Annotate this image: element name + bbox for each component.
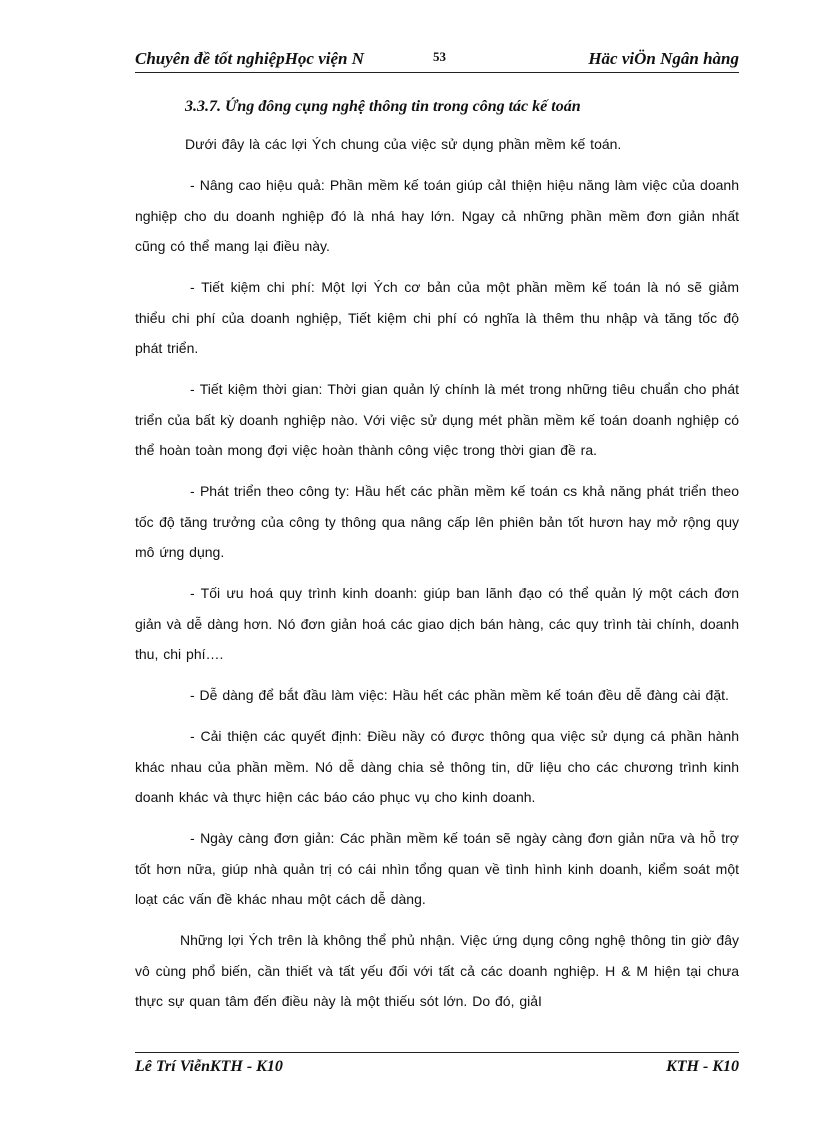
footer-author: Lê Trí ViễnKTH - K10	[135, 1058, 283, 1075]
benefit-cost-saving: - Tiết kiệm chi phí: Một lợi Ých cơ bản của một phần mềm kế toán là nó sẽ giảm thiểu chi phí của doanh nghiệp, Tiết kiệm chi phí có nghĩa là thêm thu nhập và tăng tốc độ phát triển.	[135, 279, 739, 356]
section-heading: 3.3.7. Ứng đông cụng nghệ thông tin trong công tác kế toán	[185, 98, 581, 115]
benefit-efficiency: - Nâng cao hiệu quả: Phần mềm kế toán giúp cảI thiện hiệu năng làm việc của doanh nghiệp cho du doanh nghiệp đó là nhá hay lớn. Ngay cả những phần mềm đơn giản nhất cũng có thể mang lại điều này.	[135, 177, 739, 254]
page-footer	[135, 1052, 739, 1077]
benefit-simplicity: - Ngày càng đơn giản: Các phần mềm kế toán sẽ ngày càng đơn giản nữa và hỗ trợ tốt hơn nữa, giúp nhà quản trị có cái nhìn tổng quan về tình hình kinh doanh, kiểm soát một loạt các vấn đề khác nhau một cách dễ dàng.	[135, 830, 739, 907]
benefit-process-optimization: - Tối ưu hoá quy trình kinh doanh: giúp ban lãnh đạo có thể quản lý một cách đơn giản và dễ dàng hơn. Nó đơn giản hoá các giao dịch bán hàng, các quy trình tài chính, doanh thu, chi phí….	[135, 585, 739, 662]
footer-class: KTH - K10	[666, 1058, 739, 1075]
header-thesis-title: Chuyên đề tốt nghiệpHọc viện N	[135, 49, 365, 68]
benefit-easy-start: - Dễ dàng để bắt đầu làm việc: Hầu hết các phần mềm kế toán đều dễ đàng cài đặt.	[190, 687, 729, 703]
page-header	[135, 46, 739, 73]
intro-paragraph: Dưới đây là các lợi Ých chung của việc sử dụng phần mềm kế toán.	[185, 136, 622, 152]
page-body	[135, 96, 739, 1027]
benefit-better-decisions: - Cải thiện các quyết định: Điều nầy có được thông qua việc sử dụng cá phần hành khác nhau của phần mềm. Nó dễ dàng chia sẻ thông tin, dữ liệu cho các chương trình kinh doanh khác và thực hiện các báo cáo phục vụ cho kinh doanh.	[135, 728, 739, 805]
benefit-time-saving: - Tiết kiệm thời gian: Thời gian quản lý chính là mét trong những tiêu chuẩn cho phát triển của bất kỳ doanh nghiệp nào. Với việc sử dụng mét phần mềm kế toán doanh nghiệp có thể hoàn toàn mong đợi việc hoàn thành công việc trong thời gian đề ra.	[135, 381, 739, 458]
page-number: 53	[433, 49, 446, 64]
conclusion-paragraph: Những lợi Ých trên là không thể phủ nhận. Việc ứng dụng công nghệ thông tin giờ đây vô cùng phổ biến, cần thiết và tất yếu đối với tất cả các doanh nghiệp. H & M hiện tại chưa thực sự quan tâm đến điều này là một thiếu sót lớn. Do đó, giảI	[135, 932, 739, 1009]
benefit-scalability: - Phát triển theo công ty: Hầu hết các phần mềm kế toán cs khả năng phát triển theo tốc độ tăng trưởng của công ty thông qua nâng cấp lên phiên bản tốt hươn hay mở rộng quy mô ứng dụng.	[135, 483, 739, 560]
header-institution: Häc viÖn Ngân hàng	[588, 49, 739, 68]
